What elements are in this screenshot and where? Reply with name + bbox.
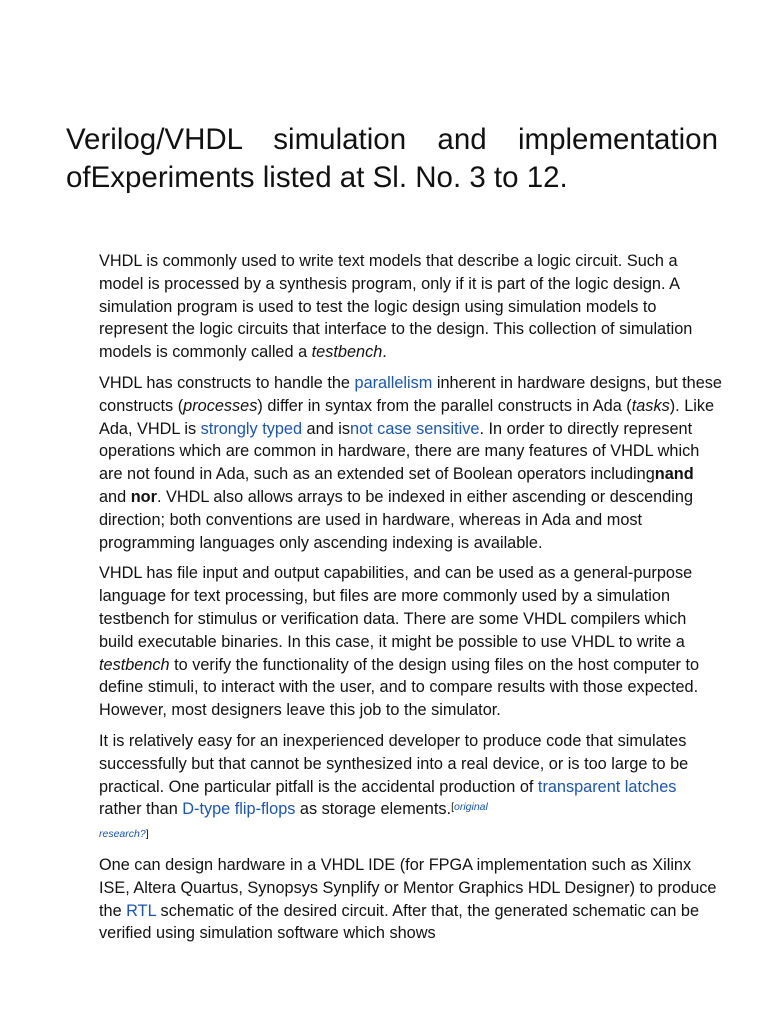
- link-parallelism[interactable]: parallelism: [354, 373, 433, 392]
- text: and is: [302, 419, 351, 438]
- link-transparent-latches[interactable]: transparent latches: [537, 777, 677, 796]
- text: .: [382, 343, 387, 362]
- paragraph-constructs: [99, 372, 723, 554]
- text: to verify the functionality of the design using files on the host computer to define stimuli, to interact with the user, and to compare results with those expected. However, most designers leave this job to the simulator.: [99, 655, 700, 720]
- text: It is relatively easy for an inexperienced developer to produce code that simulates successfully but that cannot be synthesized into a real device, or is too large to be practical. One particular pitfall is the accidental production of: [99, 731, 689, 796]
- citation-needed: [451, 801, 488, 813]
- text: as storage elements.: [295, 800, 452, 819]
- text: VHDL is commonly used to write text models that describe a logic circuit. Such a model is processed by a synthesis program, only if it is part of the logic design. A simulation program is used to test the logic design using simulation models to represent the logic circuits that interface to the design. This collection of simulation models is commonly called a: [99, 252, 693, 362]
- bold-nor: nor: [130, 487, 157, 506]
- text: ). Like Ada, VHDL is: [99, 396, 715, 438]
- text: VHDL has file input and output capabilities, and can be used as a general-purpose language for text processing, but files are more commonly used by a simulation testbench for stimulus or verification data. There are some VHDL compilers which build executable binaries. In this case, it might be possible to use VHDL to write a: [99, 564, 693, 651]
- text: . In order to directly represent operations which are common in hardware, there are many features of VHDL which are not found in Ada, such as an extended set of Boolean operators including: [99, 419, 700, 484]
- text: and: [99, 487, 131, 506]
- bold-nand: nand: [654, 465, 694, 484]
- paragraph-file-io: [99, 562, 723, 722]
- link-rtl[interactable]: RTL: [126, 901, 157, 920]
- body-text: [99, 250, 723, 953]
- emphasis-tasks: tasks: [631, 396, 670, 415]
- link-d-type-flip-flops[interactable]: D-type flip-flops: [182, 800, 296, 819]
- link-research[interactable]: research?: [99, 828, 146, 841]
- text: One can design hardware in a VHDL IDE (for FPGA implementation such as Xilinx ISE, Altera Quartus, Synopsys Synplify or Mentor Graphics HDL Designer) to produce the: [99, 855, 717, 920]
- link-not-case-sensitive[interactable]: not case sensitive: [350, 419, 480, 438]
- emphasis-processes: processes: [183, 396, 258, 415]
- text: inherent in hardware designs, but these constructs (: [99, 373, 722, 415]
- text: VHDL has constructs to handle the: [99, 373, 355, 392]
- page-title: Verilog/VHDL simulation and implementation ofExperiments listed at Sl. No. 3 to 12.: [66, 123, 718, 194]
- text: . VHDL also allows arrays to be indexed in either ascending or descending direction; both conventions are used in hardware, whereas in Ada and most programming languages only ascending indexing is available.: [99, 487, 694, 552]
- bracket: ]: [145, 828, 149, 841]
- paragraph-pitfalls: [99, 730, 723, 846]
- emphasis-testbench: testbench: [99, 655, 170, 674]
- paragraph-ide: [99, 854, 723, 945]
- text: rather than: [99, 800, 183, 819]
- bracket: [: [451, 801, 454, 814]
- emphasis-testbench: testbench: [311, 343, 383, 362]
- link-original-research[interactable]: original: [453, 801, 488, 814]
- link-strongly-typed[interactable]: strongly typed: [200, 419, 303, 438]
- paragraph-vhdl-intro: [99, 250, 723, 364]
- text: ) differ in syntax from the parallel constructs in Ada (: [257, 396, 632, 415]
- text: schematic of the desired circuit. After that, the generated schematic can be verified using simulation software which shows: [99, 901, 700, 943]
